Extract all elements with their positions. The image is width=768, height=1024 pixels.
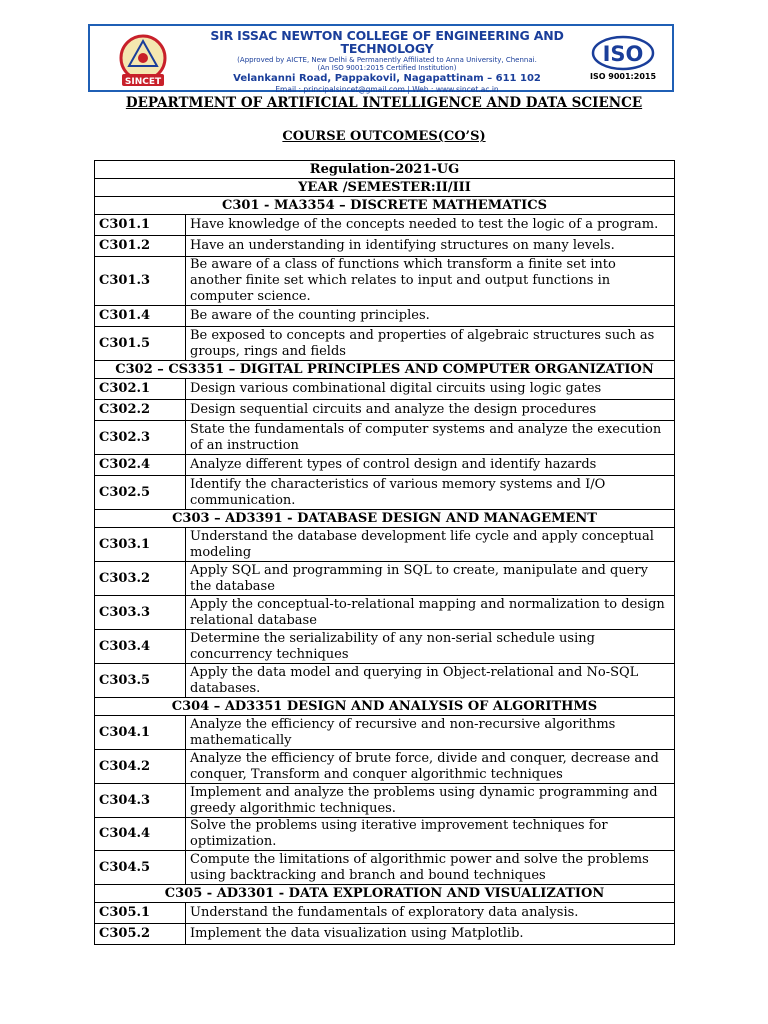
outcome-description: Be exposed to concepts and properties of algebraic structures such as groups, rings and fields [186, 327, 675, 361]
outcome-code: C301.1 [95, 215, 186, 236]
outcome-code: C302.4 [95, 455, 186, 476]
department-heading: DEPARTMENT OF ARTIFICIAL INTELLIGENCE AND DATA SCIENCE [125, 95, 643, 111]
outcome-description: Be aware of a class of functions which transform a finite set into another finite set which relates to input and output functions in computer science. [186, 257, 675, 306]
college-banner [88, 24, 674, 92]
outcome-row [95, 924, 675, 945]
outcome-row [95, 327, 675, 361]
outcome-description: Identify the characteristics of various memory systems and I/O communication. [186, 476, 675, 510]
outcome-row [95, 851, 675, 885]
course-heading-row [95, 510, 675, 528]
course-outcomes-title: COURSE OUTCOMES(CO’S) [282, 129, 486, 144]
year-semester-row [95, 179, 675, 197]
outcome-row [95, 562, 675, 596]
college-name: SIR ISSAC NEWTON COLLEGE OF ENGINEERING AND TECHNOLOGY [210, 28, 564, 56]
outcome-description: Compute the limitations of algorithmic power and solve the problems using backtracking and branch and bound techniques [186, 851, 675, 885]
outcome-row [95, 215, 675, 236]
course-heading: C302 – CS3351 – DIGITAL PRINCIPLES AND COMPUTER ORGANIZATION [95, 361, 675, 379]
logo-text: SINCET [124, 77, 162, 87]
course-heading: C304 – AD3351 DESIGN AND ANALYSIS OF ALGORITHMS [95, 698, 675, 716]
outcome-row [95, 306, 675, 327]
course-heading-row [95, 698, 675, 716]
outcome-description: Design various combinational digital circuits using logic gates [186, 379, 675, 400]
outcome-code: C302.2 [95, 400, 186, 421]
outcome-code: C301.4 [95, 306, 186, 327]
contact-line: Email : principalsincet@gmail.com | Web : www.sincet.ac.in [275, 85, 499, 94]
outcome-row [95, 630, 675, 664]
outcome-code: C304.5 [95, 851, 186, 885]
outcome-description: Design sequential circuits and analyze the design procedures [186, 400, 675, 421]
outcome-description: Analyze different types of control design and identify hazards [186, 455, 675, 476]
outcome-description: State the fundamentals of computer systems and analyze the execution of an instruction [186, 421, 675, 455]
outcome-row [95, 750, 675, 784]
outcome-code: C304.4 [95, 818, 186, 851]
outcome-code: C303.1 [95, 528, 186, 562]
outcome-description: Be aware of the counting principles. [186, 306, 675, 327]
outcome-description: Implement the data visualization using Matplotlib. [186, 924, 675, 945]
course-heading-row [95, 361, 675, 379]
outcome-row [95, 400, 675, 421]
outcome-code: C301.5 [95, 327, 186, 361]
outcome-description: Determine the serializability of any non-serial schedule using concurrency techniques [186, 630, 675, 664]
outcome-description: Analyze the efficiency of recursive and non-recursive algorithms mathematically [186, 716, 675, 750]
outcome-code: C302.3 [95, 421, 186, 455]
outcome-description: Apply SQL and programming in SQL to create, manipulate and query the database [186, 562, 675, 596]
iso-logo-icon [588, 34, 658, 88]
outcome-row [95, 455, 675, 476]
course-heading: C303 – AD3391 - DATABASE DESIGN AND MANAGEMENT [95, 510, 675, 528]
course-heading-row [95, 197, 675, 215]
outcome-code: C302.5 [95, 476, 186, 510]
outcome-row [95, 236, 675, 257]
outcome-code: C302.1 [95, 379, 186, 400]
college-logo-icon [112, 32, 174, 90]
regulation-row [95, 161, 675, 179]
outcome-description: Have an understanding in identifying structures on many levels. [186, 236, 675, 257]
outcome-code: C304.1 [95, 716, 186, 750]
outcome-description: Understand the database development life cycle and apply conceptual modeling [186, 528, 675, 562]
outcome-code: C305.2 [95, 924, 186, 945]
outcome-description: Analyze the efficiency of brute force, divide and conquer, decrease and conquer, Transform and conquer algorithmic techniques [186, 750, 675, 784]
outcome-row [95, 664, 675, 698]
outcome-description: Understand the fundamentals of exploratory data analysis. [186, 903, 675, 924]
outcome-description: Apply the data model and querying in Object-relational and No-SQL databases. [186, 664, 675, 698]
outcome-row [95, 716, 675, 750]
outcome-row [95, 528, 675, 562]
year-semester-cell: YEAR /SEMESTER:II/III [95, 179, 675, 197]
outcome-row [95, 818, 675, 851]
course-outcomes-table [94, 160, 675, 945]
approval-line: (Approved by AICTE, New Delhi & Permanently Affiliated to Anna University, Chennai. [237, 56, 537, 64]
course-heading: C301 - MA3354 – DISCRETE MATHEMATICS [95, 197, 675, 215]
outcome-description: Apply the conceptual-to-relational mapping and normalization to design relational database [186, 596, 675, 630]
outcome-code: C303.4 [95, 630, 186, 664]
outcome-code: C301.2 [95, 236, 186, 257]
outcome-code: C301.3 [95, 257, 186, 306]
outcome-row [95, 476, 675, 510]
iso-caption: ISO 9001:2015 [589, 72, 657, 81]
outcome-code: C304.2 [95, 750, 186, 784]
outcome-row [95, 596, 675, 630]
outcome-row [95, 257, 675, 306]
outcome-row [95, 784, 675, 818]
outcome-description: Solve the problems using iterative improvement techniques for optimization. [186, 818, 675, 851]
regulation-cell: Regulation-2021-UG [95, 161, 675, 179]
outcome-description: Have knowledge of the concepts needed to test the logic of a program. [186, 215, 675, 236]
college-address: Velankanni Road, Pappakovil, Nagapattinam – 611 102 [233, 73, 541, 84]
course-heading-row [95, 885, 675, 903]
outcome-row [95, 421, 675, 455]
outcome-row [95, 903, 675, 924]
outcome-code: C303.3 [95, 596, 186, 630]
course-heading: C305 - AD3301 - DATA EXPLORATION AND VISUALIZATION [95, 885, 675, 903]
banner-text [182, 30, 592, 94]
outcome-code: C305.1 [95, 903, 186, 924]
outcome-code: C304.3 [95, 784, 186, 818]
outcome-description: Implement and analyze the problems using dynamic programming and greedy algorithmic techniques. [186, 784, 675, 818]
outcome-code: C303.2 [95, 562, 186, 596]
outcome-row [95, 379, 675, 400]
iso-cert-line: (An ISO 9001:2015 Certified Institution) [317, 64, 457, 72]
iso-logo-text: ISO [602, 42, 644, 66]
outcome-code: C303.5 [95, 664, 186, 698]
